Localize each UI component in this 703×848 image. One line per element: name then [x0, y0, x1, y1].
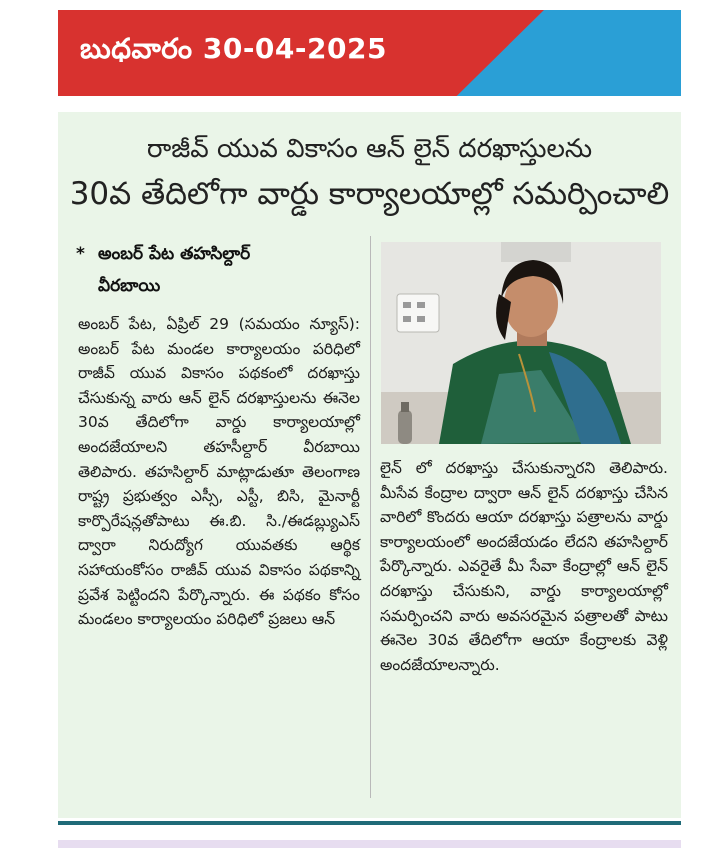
banner-date: బుధవారం 30-04-2025 [80, 32, 387, 65]
headline-line-2: 30వ తేదిలోగా వార్డు కార్యాలయాల్లో సమర్పించాలి [69, 176, 670, 212]
article-column-2: లైన్ లో దరఖాస్తు చేసుకున్నారని తెలిపారు. మీసేవ కేంద్రాల ద్వారా ఆన్ లైన్ దరఖాస్తు చేసిన వారిలో కొందరు ఆయా దరఖాస్తు పత్రాలను వార్డు కార్యాలయంలో అందజేయడం లేదని తహసిల్దార్ పేర్కొన్నారు. ఎవరైతే మీ సేవా కేంద్రాల్లో ఆన్ లైన్ దరఖాస్తు చేసుకుని, వార్డు కార్యాలయాల్లో సమర్పించని వారు అవసరమైన పత్రాలతో పాటు ఈనెల 30వ తేదిలోగా ఆయా కేంద్రాలకు వెళ్లి అందజేయాలన్నారు. [380, 459, 668, 674]
next-article-strip [58, 840, 681, 848]
headline-line-1: రాజీవ్ యువ వికాసం ఆన్ లైన్ దరఖాస్తులను [146, 134, 593, 164]
column-divider [370, 236, 371, 798]
article-panel [58, 112, 681, 818]
byline-name: వీరబాయి [98, 276, 161, 296]
photo-illustration [381, 242, 661, 444]
byline-star: * [76, 244, 85, 264]
byline [76, 238, 346, 302]
byline-title: అంబర్ పేట తహసిల్దార్ [98, 244, 251, 264]
date-banner [58, 10, 681, 96]
article-photo [381, 242, 661, 444]
bottom-rule [58, 821, 681, 825]
article-column-1: అంబర్ పేట, ఏప్రిల్ 29 (సమయం న్యూస్): అంబర్ పేట మండల కార్యాలయం పరిధిలో రాజీవ్ యువ వికాసం పథకంలో దరఖాస్తు చేసుకున్న వారు ఆన్ లైన్ దరఖాస్తులను ఈనెల 30వ తేదిలోగా వార్డు కార్యాలయాల్లో అందజేయాలని తహసీల్దార్ వీరబాయి తెలిపారు. తహసిల్దార్ మాట్లాడుతూ తెలంగాణ రాష్ట్ర ప్రభుత్వం ఎస్సీ, ఎస్టీ, బిసి, మైనార్టీ కార్పొరేషన్లతోపాటు ఈ.బి. సి./ఈడబ్ల్యుఎస్ ద్వారా నిరుద్యోగ యువతకు ఆర్థిక సహాయంకోసం రాజీవ్ యువ వికాసం పథకాన్ని ప్రవేశ పెట్టిందని పేర్కొన్నారు. ఈ పథకం కోసం మండలం కార్యాలయం పరిధిలో ప్రజలు ఆన్ [78, 315, 360, 629]
